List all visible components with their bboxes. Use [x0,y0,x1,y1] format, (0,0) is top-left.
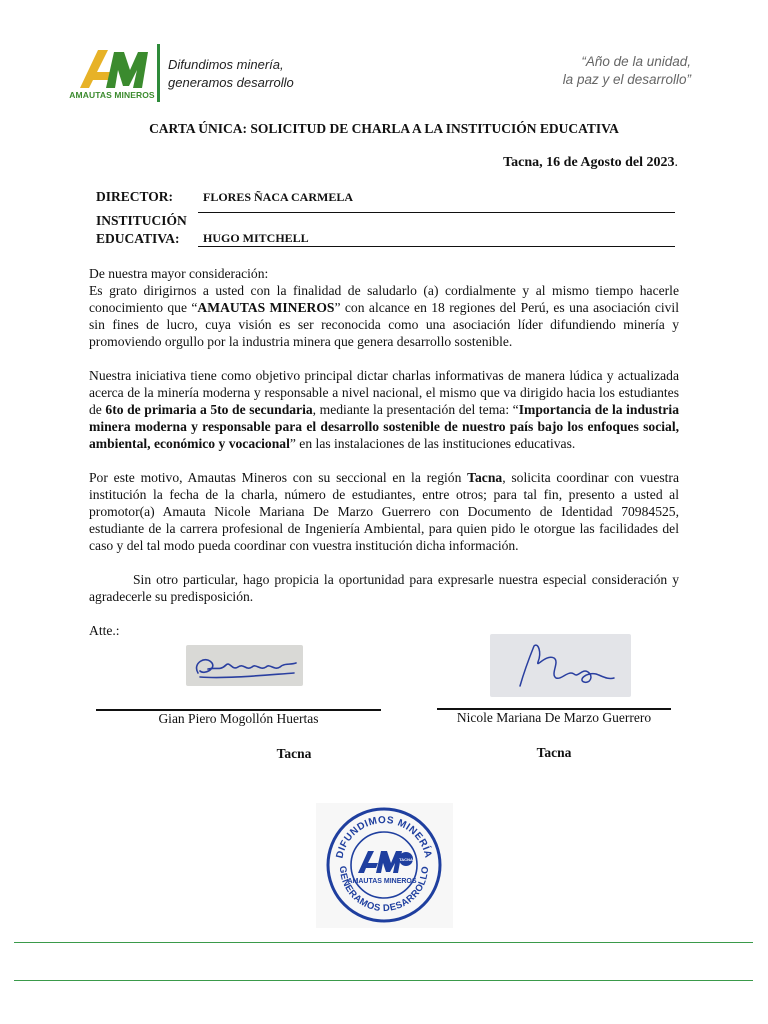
institution-label-line-2: EDUCATIVA: [96,231,180,246]
paragraph-1 [89,282,679,350]
slogan-line-1: Difundimos minería, [168,57,284,72]
letter-body [89,265,679,639]
date-place: Tacna [503,155,540,170]
seal-center-text: AMAUTAS MINEROS [347,878,417,885]
footer-line-bottom [14,980,753,981]
year-motto [471,53,691,89]
institution-label [96,212,187,248]
p1-text-c: ” con alcance en 18 regiones del Perú, es una asociación civil sin fines de lucro, cuya visión es ser reconocida como una asociación líder difundiendo minería y promoviendo orgullo por la industria minera que genera desarrollo sostenible. [89,300,679,349]
signer-city-left: Tacna [276,746,312,761]
motto-line-2: la paz y el desarrollo” [562,72,691,87]
motto-line-1: “Año de la unidad, [581,54,691,69]
slogan-line-2: generamos desarrollo [168,75,294,90]
greeting: De nuestra mayor consideración: [89,266,269,281]
letter-date [503,155,678,171]
p2-text-e: ” en las instalaciones de las instituciones educativas. [289,436,576,451]
p2-text-c: , mediante la presentación del tema: “ [312,402,519,417]
paragraph-4: Sin otro particular, hago propicia la oportunidad para expresarle nuestra especial consideración y agradecerle su predisposición. [89,572,679,604]
p1-text-a: Es grato dirigirnos a usted con la finalidad de saludarlo (a) cordialmente y al mismo tiempo hacerle conocimiento que “ [89,283,679,315]
signer-city-right: Tacna [536,745,572,760]
institution-value: HUGO MITCHELL [203,231,309,245]
institution-label-line-1: INSTITUCIÓN [96,213,187,228]
signer-name-left: Gian Piero Mogollón Huertas [158,711,319,726]
slogan [168,56,328,92]
p3-text-a: Por este motivo, Amautas Mineros con su seccional en la región [89,470,468,485]
director-label: DIRECTOR: [96,189,174,204]
seal-bottom-text: GENERAMOS DESARROLLO [336,865,432,915]
date-text: , 16 de Agosto del 2023 [539,155,675,170]
closing: Atte.: [89,623,120,638]
institution-underline [198,246,675,247]
association-seal [316,803,453,928]
director-value: FLORES ÑACA CARMELA [203,190,354,204]
p3-region: Tacna [467,470,503,485]
logo-name: AMAUTAS MINEROS [69,90,155,100]
footer-line-top [14,942,753,943]
paragraph-2 [89,367,679,452]
paragraph-3 [89,469,679,554]
director-underline [198,212,675,213]
header-divider [157,44,160,102]
seal-top-text: DIFUNDIMOS MINERÍA [334,814,434,860]
letter-title: CARTA ÚNICA: SOLICITUD DE CHARLA A LA INSTITUCIÓN EDUCATIVA [149,121,619,136]
signature-image-left [186,645,303,686]
seal-tag: TACNA [399,857,413,862]
p2-topic: Importancia de la industria minera moderna y responsable para el desarrollo sostenible de nuestro país bajo los enfoques social, ambiental, económico y vocacional [89,402,680,451]
p1-org-name: AMAUTAS MINEROS [197,300,335,315]
p3-text-c: , solicita coordinar con vuestra institución la fecha de la charla, número de estudiantes, entre otros; para tal fin, presento a usted al promotor(a) Amauta Nicole Mariana De Marzo Guerrero con Documento de Identidad 70984525, estudiante de la carrera profesional de Ingeniería Ambiental, para quien pido le otorgue las facilidades del caso y del tal modo pueda coordinar con vuestra institución dicha información. [89,470,679,553]
p2-grades: 6to de primaria a 5to de secundaria [105,402,313,417]
amautas-mineros-logo [66,44,158,102]
p2-text-a: Nuestra iniciativa tiene como objetivo principal dictar charlas informativas de manera lúdica y actualizada acerca de la minería moderna y responsable a nivel nacional, el mismo que va dirigido hacia los estudiantes de [89,368,679,417]
signature-image-right [490,634,631,697]
date-end: . [674,155,678,170]
signer-name-right: Nicole Mariana De Marzo Guerrero [456,710,652,725]
